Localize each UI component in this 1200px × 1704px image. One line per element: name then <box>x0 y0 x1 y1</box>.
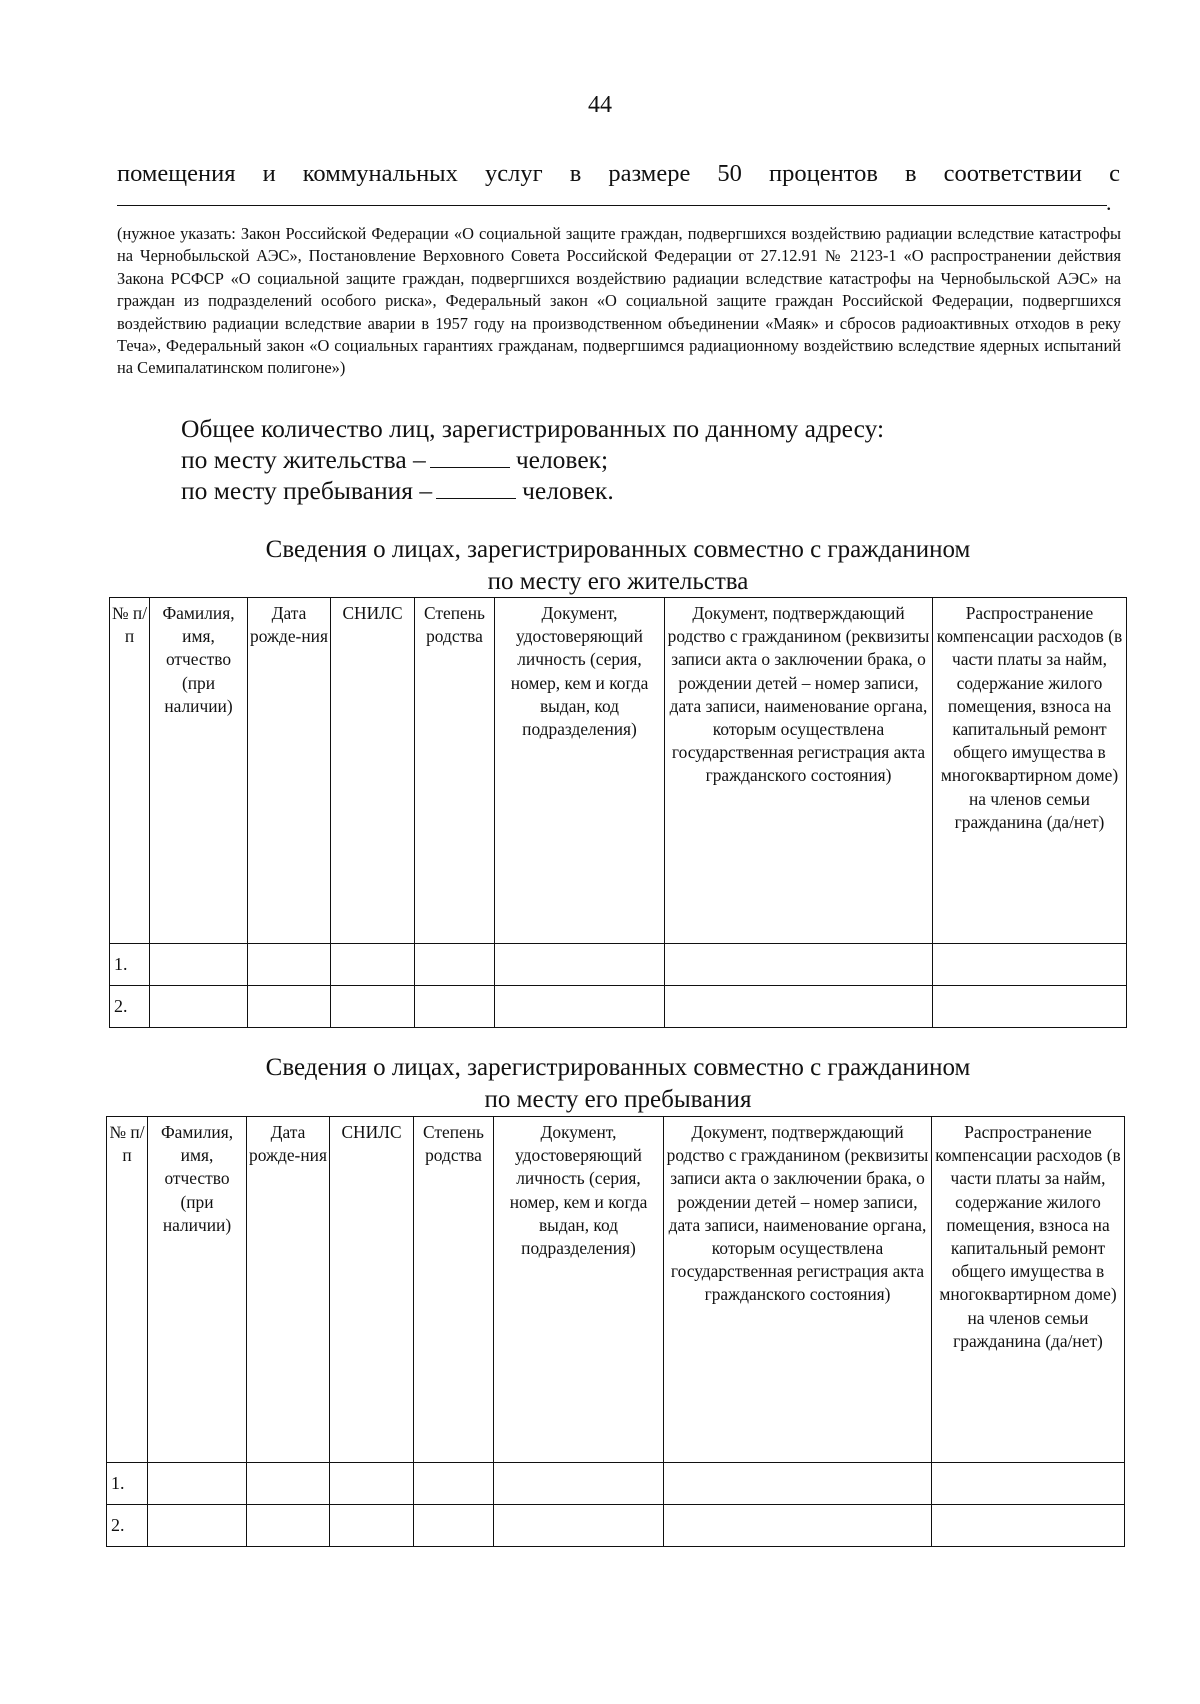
relation-cell[interactable] <box>414 1463 494 1505</box>
residence-count-blank[interactable] <box>430 467 510 468</box>
col-snils-header: СНИЛС <box>330 1117 414 1463</box>
stay-count-label: по месту пребывания – <box>181 476 433 505</box>
law-options-note: (нужное указать: Закон Российской Федерации «О социальной защите граждан, подвергшихся воздействию радиации вследствие катастрофы на Чернобыльской АЭС», Постановление Верховного Совета Российской Федерации от 27.12.91 № 2123-1 «О распространении действия Закона РСФСР «О социальной защите граждан, подвергшихся воздействию радиации вследствие катастрофы на Чернобыльской АЭС» на граждан из подразделений особого риска», Федеральный закон «О социальной защите граждан Российской Федерации, подвергшихся воздействию радиации вследствие аварии в 1957 году на производственном объединении «Маяк» и сбросов радиоактивных отходов в реку Теча», Федеральный закон «О социальных гарантиях гражданам, подвергшимся радиационному воздействию вследствие ядерных испытаний на Семипалатинском полигоне») <box>117 224 1121 378</box>
row-number: 2. <box>107 1505 148 1547</box>
kinship-document-cell[interactable] <box>665 944 933 986</box>
row-number: 1. <box>110 944 150 986</box>
table-header-row <box>110 598 1127 944</box>
residence-section-title-line1: Сведения о лицах, зарегистрированных совместно с гражданином <box>265 536 971 563</box>
page-number: 44 <box>588 92 612 118</box>
col-kinship-document-header: Документ, подтверждающий родство с гражданином (реквизиты записи акта о заключении брака, о рождении детей – номер записи, дата записи, наименование органа, которым осуществлена государственная регистрация акта гражданского состояния) <box>665 598 933 944</box>
col-birthdate-header: Дата рожде-ния <box>248 598 331 944</box>
kinship-document-cell[interactable] <box>665 986 933 1028</box>
table-row <box>110 986 1127 1028</box>
stay-count-unit: человек. <box>522 476 614 505</box>
birthdate-cell[interactable] <box>247 1505 330 1547</box>
blank-end-period: . <box>1106 190 1112 215</box>
snils-cell[interactable] <box>330 1463 414 1505</box>
snils-cell[interactable] <box>331 944 415 986</box>
id-document-cell[interactable] <box>495 986 665 1028</box>
col-name-header: Фамилия, имя, отчество (при наличии) <box>150 598 248 944</box>
compensation-cell[interactable] <box>932 1505 1125 1547</box>
stay-section-title-line2: по месту его пребывания <box>484 1086 752 1113</box>
col-relation-header: Степень родства <box>414 1117 494 1463</box>
name-cell[interactable] <box>148 1463 247 1505</box>
relation-cell[interactable] <box>414 1505 494 1547</box>
stay-persons-table <box>106 1116 1125 1547</box>
kinship-document-cell[interactable] <box>664 1463 932 1505</box>
id-document-cell[interactable] <box>494 1463 664 1505</box>
col-kinship-document-header: Документ, подтверждающий родство с гражданином (реквизиты записи акта о заключении брака, о рождении детей – номер записи, дата записи, наименование органа, которым осуществлена государственная регистрация акта гражданского состояния) <box>664 1117 932 1463</box>
col-number-header: № п/п <box>110 598 150 944</box>
total-registered-title: Общее количество лиц, зарегистрированных по данному адресу: <box>181 414 885 443</box>
residence-persons-table <box>109 597 1127 1028</box>
compensation-cell[interactable] <box>933 944 1127 986</box>
law-name-blank[interactable] <box>117 205 1107 206</box>
name-cell[interactable] <box>148 1505 247 1547</box>
relation-cell[interactable] <box>415 944 495 986</box>
intro-line: помещения и коммунальных услуг в размере 50 процентов в соответствии с <box>117 160 1120 187</box>
stay-section-title-line1: Сведения о лицах, зарегистрированных совместно с гражданином <box>265 1054 971 1081</box>
residence-count-label: по месту жительства – <box>181 445 426 474</box>
stay-count-line <box>181 476 614 506</box>
snils-cell[interactable] <box>330 1505 414 1547</box>
stay-count-blank[interactable] <box>436 498 516 499</box>
col-id-document-header: Документ, удостоверяющий личность (серия, номер, кем и когда выдан, код подразделения) <box>495 598 665 944</box>
row-number: 1. <box>107 1463 148 1505</box>
col-number-header: № п/п <box>107 1117 148 1463</box>
col-compensation-header: Распространение компенсации расходов (в части платы за найм, содержание жилого помещения, взноса на капитальный ремонт общего имущества в многоквартирном доме) на членов семьи гражданина (да/нет) <box>933 598 1127 944</box>
birthdate-cell[interactable] <box>248 986 331 1028</box>
compensation-cell[interactable] <box>933 986 1127 1028</box>
name-cell[interactable] <box>150 986 248 1028</box>
table-header-row <box>107 1117 1125 1463</box>
col-birthdate-header: Дата рожде-ния <box>247 1117 330 1463</box>
residence-section-title <box>110 534 1126 598</box>
relation-cell[interactable] <box>415 986 495 1028</box>
col-compensation-header: Распространение компенсации расходов (в части платы за найм, содержание жилого помещения, взноса на капитальный ремонт общего имущества в многоквартирном доме) на членов семьи гражданина (да/нет) <box>932 1117 1125 1463</box>
birthdate-cell[interactable] <box>247 1463 330 1505</box>
id-document-cell[interactable] <box>495 944 665 986</box>
col-id-document-header: Документ, удостоверяющий личность (серия, номер, кем и когда выдан, код подразделения) <box>494 1117 664 1463</box>
residence-count-line <box>181 445 608 475</box>
row-number: 2. <box>110 986 150 1028</box>
col-snils-header: СНИЛС <box>331 598 415 944</box>
kinship-document-cell[interactable] <box>664 1505 932 1547</box>
col-relation-header: Степень родства <box>415 598 495 944</box>
table-row <box>110 944 1127 986</box>
snils-cell[interactable] <box>331 986 415 1028</box>
id-document-cell[interactable] <box>494 1505 664 1547</box>
name-cell[interactable] <box>150 944 248 986</box>
col-name-header: Фамилия, имя, отчество (при наличии) <box>148 1117 247 1463</box>
table-row <box>107 1463 1125 1505</box>
birthdate-cell[interactable] <box>248 944 331 986</box>
residence-count-unit: человек; <box>515 445 609 474</box>
table-row <box>107 1505 1125 1547</box>
residence-section-title-line2: по месту его жительства <box>487 568 749 595</box>
compensation-cell[interactable] <box>932 1463 1125 1505</box>
stay-section-title <box>110 1052 1126 1116</box>
